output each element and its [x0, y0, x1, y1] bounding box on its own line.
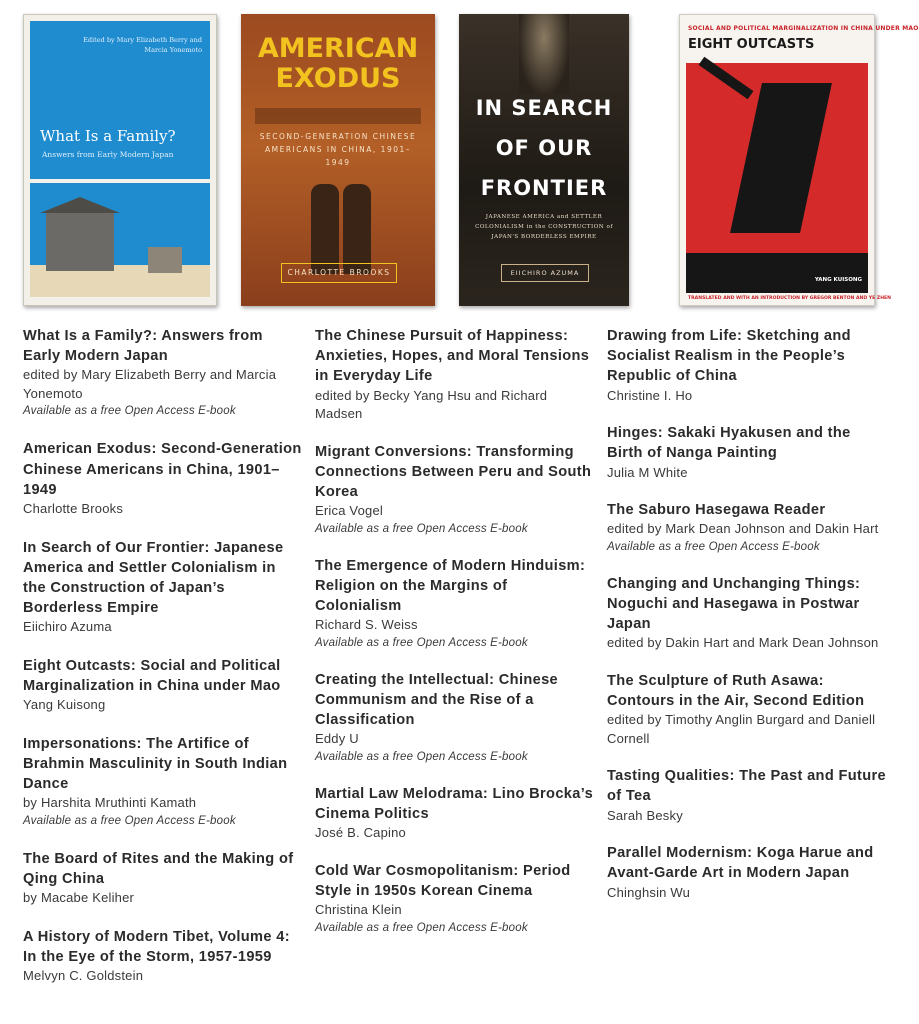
cover-author: EIICHIRO AZUMA — [501, 264, 589, 282]
building-silhouette — [255, 108, 421, 124]
book-entry[interactable] — [23, 734, 303, 830]
cover-subtitle: SECOND-GENERATION CHINESE AMERICANS IN CHINA, 1901–1949 — [259, 132, 417, 167]
cover-subtitle: JAPANESE AMERICA and SETTLER COLONIALISM in the CONSTRUCTION of JAPAN'S BORDERLESS EMPIRE — [475, 214, 613, 240]
book-entry[interactable] — [315, 556, 595, 652]
book-entry[interactable] — [315, 784, 595, 843]
figure-left — [311, 184, 339, 274]
open-access-note: Available as a free Open Access E-book — [315, 522, 528, 535]
book-entry[interactable] — [315, 442, 595, 538]
cover-title-line: FRONTIER — [480, 176, 608, 200]
book-entry[interactable] — [607, 500, 887, 556]
book-list-column-1 — [23, 326, 303, 1005]
book-author: edited by Dakin Hart and Mark Dean Johnson — [607, 635, 879, 651]
book-title[interactable]: Cold War Cosmopolitanism: Period Style in 1950s Korean Cinema — [315, 862, 571, 900]
book-entry[interactable] — [607, 766, 887, 825]
book-title[interactable]: Migrant Conversions: Transforming Connections Between Peru and South Korea — [315, 443, 592, 501]
book-author: José B. Capino — [315, 825, 406, 841]
book-title[interactable]: A History of Modern Tibet, Volume 4: In the Eye of the Storm, 1957-1959 — [23, 928, 290, 965]
book-author: Melvyn C. Goldstein — [23, 968, 144, 984]
book-title[interactable]: What Is a Family?: Answers from Early Modern Japan — [23, 328, 263, 365]
book-author: Richard S. Weiss — [315, 617, 418, 633]
book-title[interactable]: The Chinese Pursuit of Happiness: Anxieties, Hopes, and Moral Tensions in Everyday Life — [315, 328, 590, 385]
book-author: Christina Klein — [315, 902, 402, 918]
book-entry[interactable] — [23, 927, 303, 986]
book-author: Christine I. Ho — [607, 387, 693, 403]
figure-right — [343, 184, 371, 274]
book-entry[interactable] — [315, 670, 595, 766]
cover-title-line: IN SEARCH — [475, 96, 613, 120]
book-cover-eight-outcasts[interactable] — [679, 14, 919, 306]
woodcut-illustration — [686, 63, 868, 293]
book-author: Charlotte Brooks — [23, 501, 124, 517]
book-list-column-2 — [315, 326, 595, 955]
book-entry[interactable] — [607, 671, 887, 748]
book-title[interactable]: The Board of Rites and the Making of Qing China — [23, 850, 294, 888]
book-author: Eddy U — [315, 731, 359, 747]
book-title[interactable]: Changing and Unchanging Things: Noguchi and Hasegawa in Postwar Japan — [607, 575, 861, 633]
cover-translators: TRANSLATED AND WITH AN INTRODUCTION BY GREGOR BENTON AND YE ZHEN — [688, 296, 892, 301]
book-cover-american-exodus[interactable] — [241, 14, 435, 306]
book-author: edited by Mark Dean Johnson and Dakin Hart — [607, 521, 879, 537]
woodcut-figure — [730, 83, 832, 233]
cover-title-line: AMERICAN — [257, 33, 419, 64]
book-author: edited by Mary Elizabeth Berry and Marcia Yonemoto — [23, 367, 277, 401]
book-title[interactable]: Martial Law Melodrama: Lino Brocka’s Cinema Politics — [315, 785, 594, 823]
book-title[interactable]: Impersonations: The Artifice of Brahmin Masculinity in South Indian Dance — [23, 735, 288, 793]
book-author: Julia M White — [607, 464, 688, 480]
open-access-note: Available as a free Open Access E-book — [23, 405, 236, 418]
cover-editors: Edited by Mary Elizabeth Berry and Marcia Yonemoto — [83, 36, 202, 54]
book-title[interactable]: Drawing from Life: Sketching and Socialist Realism in the People’s Republic of China — [607, 328, 851, 385]
cover-title — [459, 88, 629, 208]
book-entry[interactable] — [607, 574, 887, 653]
cover-author: CHARLOTTE BROOKS — [281, 263, 397, 283]
small-house-illustration — [148, 247, 182, 273]
book-title[interactable]: Hinges: Sakaki Hyakusen and the Birth of Nanga Painting — [607, 425, 851, 462]
statue-photo — [519, 14, 569, 94]
book-author: Sarah Besky — [607, 807, 683, 823]
book-list-column-3 — [607, 326, 887, 920]
book-title[interactable]: The Saburo Hasegawa Reader — [607, 502, 826, 519]
book-entry[interactable] — [607, 843, 887, 902]
woodcut-ground — [686, 253, 868, 293]
open-access-note: Available as a free Open Access E-book — [315, 921, 528, 934]
cover-title-line: EXODUS — [275, 63, 401, 94]
book-entry[interactable] — [607, 423, 887, 482]
book-author: Chinghsin Wu — [607, 884, 691, 900]
cover-title: What Is a Family? — [40, 127, 176, 145]
book-author: by Macabe Keliher — [23, 890, 135, 906]
house-illustration — [46, 211, 114, 271]
cover-title: EIGHT OUTCASTS — [688, 37, 815, 52]
book-title[interactable]: The Emergence of Modern Hinduism: Religion on the Margins of Colonialism — [315, 557, 586, 615]
open-access-note: Available as a free Open Access E-book — [23, 814, 236, 827]
book-author: by Harshita Mruthinti Kamath — [23, 795, 197, 811]
book-title[interactable]: The Sculpture of Ruth Asawa: Contours in the Air, Second Edition — [607, 672, 865, 710]
book-entry[interactable] — [315, 326, 595, 424]
cover-topline: SOCIAL AND POLITICAL MARGINALIZATION IN CHINA UNDER MAO — [688, 25, 919, 32]
book-entry[interactable] — [607, 326, 887, 405]
book-title[interactable]: Tasting Qualities: The Past and Future of Tea — [607, 768, 886, 805]
book-entry[interactable] — [23, 538, 303, 637]
woodcut-hammer — [699, 57, 754, 100]
book-author: Eiichiro Azuma — [23, 619, 112, 635]
book-cover-what-is-a-family[interactable] — [23, 14, 217, 306]
open-access-note: Available as a free Open Access E-book — [315, 636, 528, 649]
book-entry[interactable] — [315, 861, 595, 937]
book-author: edited by Becky Yang Hsu and Richard Madsen — [315, 387, 548, 422]
book-title[interactable]: Eight Outcasts: Social and Political Marginalization in China under Mao — [23, 657, 281, 695]
book-author: Yang Kuisong — [23, 697, 106, 713]
book-entry[interactable] — [23, 439, 303, 518]
open-access-note: Available as a free Open Access E-book — [315, 750, 528, 763]
cover-title — [241, 34, 435, 94]
open-access-note: Available as a free Open Access E-book — [607, 540, 820, 553]
cover-subtitle: Answers from Early Modern Japan — [42, 150, 174, 159]
book-title[interactable]: American Exodus: Second-Generation Chinese Americans in China, 1901–1949 — [23, 441, 302, 498]
book-author: edited by Timothy Anglin Burgard and Daniell Cornell — [607, 712, 876, 746]
cover-author: YANG KUISONG — [814, 277, 862, 283]
book-title[interactable]: Parallel Modernism: Koga Harue and Avant-Garde Art in Modern Japan — [607, 845, 874, 882]
book-cover-in-search-of-our-frontier[interactable] — [459, 14, 629, 306]
book-entry[interactable] — [23, 849, 303, 908]
book-entry[interactable] — [23, 656, 303, 715]
book-title[interactable]: Creating the Intellectual: Chinese Communism and the Rise of a Classification — [315, 671, 559, 729]
book-title[interactable]: In Search of Our Frontier: Japanese America and Settler Colonialism in the Construction of Japan’s Borderless Empire — [23, 539, 284, 617]
book-entry[interactable] — [23, 326, 303, 420]
book-author: Erica Vogel — [315, 503, 383, 519]
cover-title-line: OF OUR — [495, 136, 593, 160]
